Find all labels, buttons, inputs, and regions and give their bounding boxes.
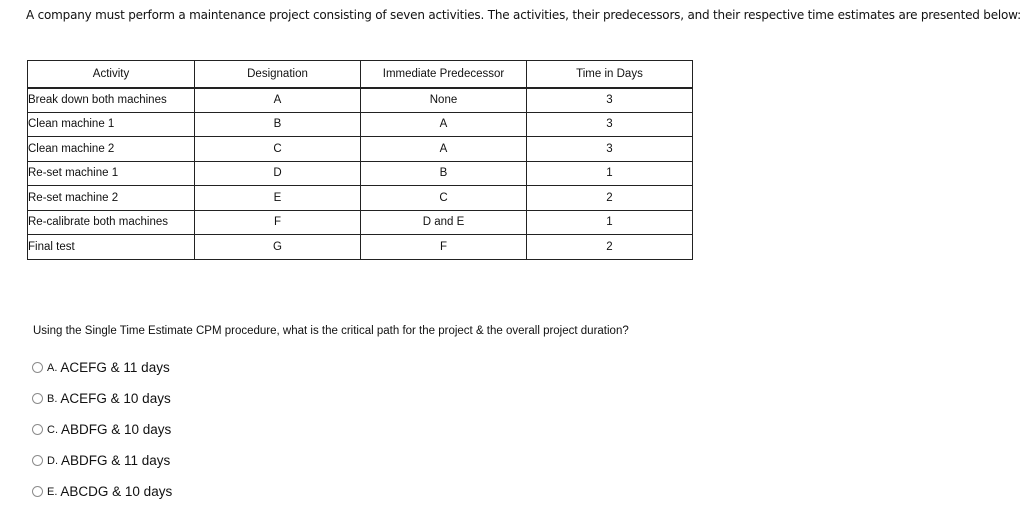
cell-time: 1 [527,210,693,235]
option-text: ACEFG & 11 days [60,360,170,375]
cell-designation: C [195,137,361,162]
cell-time: 1 [527,161,693,186]
radio-button-c[interactable] [32,424,43,435]
answer-option-a[interactable] [32,352,172,383]
table-row [28,235,693,260]
radio-button-a[interactable] [32,362,43,373]
cell-designation: A [195,88,361,113]
option-letter: A. [47,361,58,374]
cell-predecessor: F [361,235,527,260]
cell-designation: D [195,161,361,186]
cell-designation: F [195,210,361,235]
header-time-in-days: Time in Days [527,61,693,88]
cell-predecessor: B [361,161,527,186]
table-row [28,112,693,137]
header-immediate-predecessor: Immediate Predecessor [361,61,527,88]
table-row [28,186,693,211]
header-designation: Designation [195,61,361,88]
cell-designation: G [195,235,361,260]
option-letter: E. [47,485,58,498]
cell-time: 3 [527,88,693,113]
activities-table [27,60,693,260]
question-text: Using the Single Time Estimate CPM procedure, what is the critical path for the project & the overall project duration? [33,325,629,337]
radio-button-e[interactable] [32,486,43,497]
cell-predecessor: A [361,137,527,162]
radio-button-b[interactable] [32,393,43,404]
option-text: ABDFG & 11 days [61,453,171,468]
option-text: ACEFG & 10 days [60,391,171,406]
cell-predecessor: D and E [361,210,527,235]
option-letter: D. [47,454,58,467]
cell-predecessor: A [361,112,527,137]
cell-activity: Re-set machine 1 [28,161,195,186]
answer-option-b[interactable] [32,383,172,414]
answer-option-c[interactable] [32,414,172,445]
table-row [28,88,693,113]
cell-activity: Final test [28,235,195,260]
table-row [28,137,693,162]
header-activity: Activity [28,61,195,88]
cell-activity: Clean machine 1 [28,112,195,137]
answer-option-e[interactable] [32,476,172,507]
cell-activity: Break down both machines [28,88,195,113]
cell-activity: Re-calibrate both machines [28,210,195,235]
radio-button-d[interactable] [32,455,43,466]
answer-options [32,352,172,507]
option-text: ABDFG & 10 days [61,422,172,437]
cell-time: 2 [527,235,693,260]
cell-designation: E [195,186,361,211]
answer-option-d[interactable] [32,445,172,476]
cell-predecessor: C [361,186,527,211]
cell-time: 3 [527,112,693,137]
cell-time: 3 [527,137,693,162]
cell-activity: Re-set machine 2 [28,186,195,211]
option-text: ABCDG & 10 days [60,484,173,499]
option-letter: C. [47,423,58,436]
table-header-row [28,61,693,88]
option-letter: B. [47,392,58,405]
table-row [28,161,693,186]
problem-intro-text: A company must perform a maintenance project consisting of seven activities. The activities, their predecessors, and their respective time estimates are presented below: [26,8,1021,22]
cell-time: 2 [527,186,693,211]
cell-predecessor: None [361,88,527,113]
cell-designation: B [195,112,361,137]
table-row [28,210,693,235]
cell-activity: Clean machine 2 [28,137,195,162]
